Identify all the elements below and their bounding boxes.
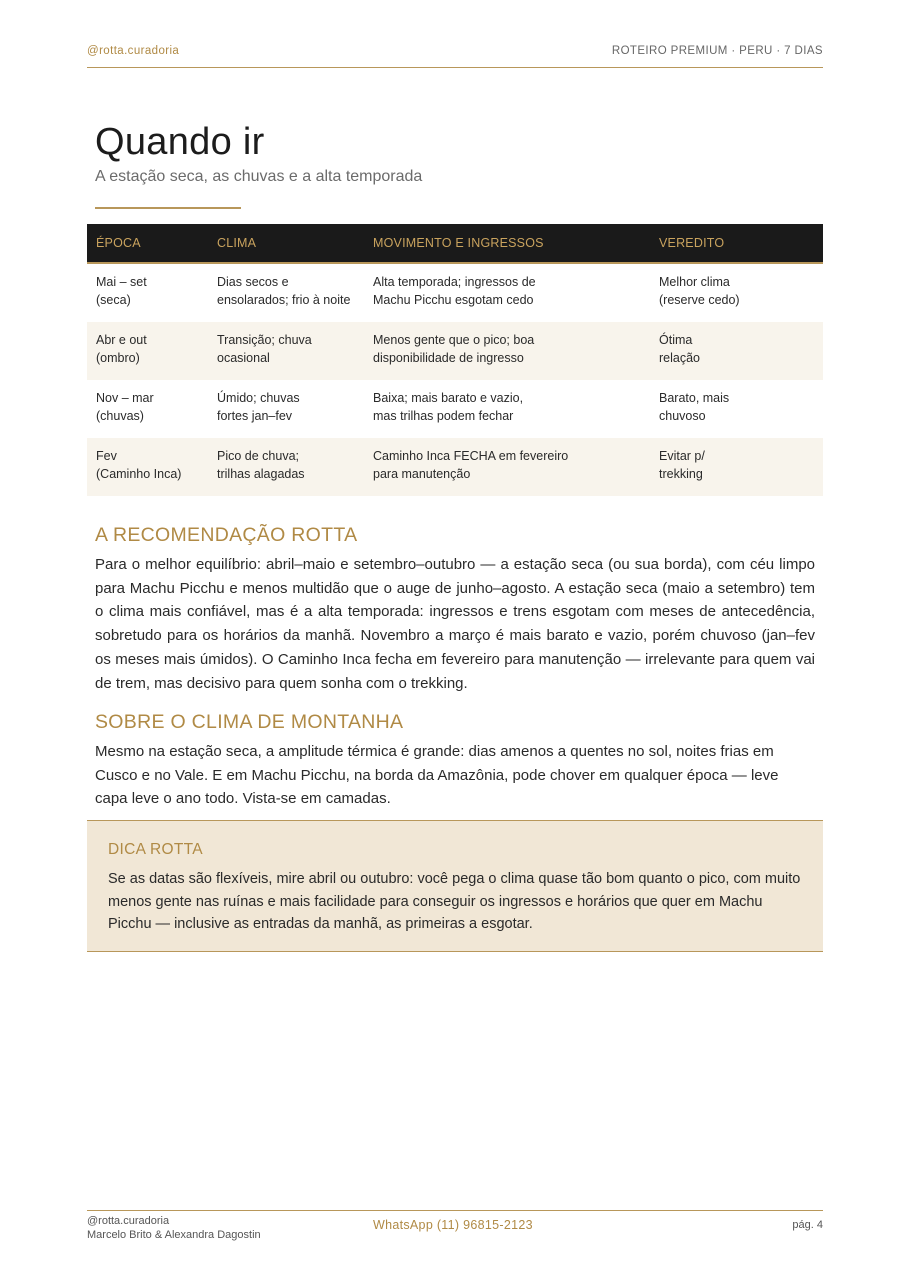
column-header-veredito: VEREDITO [659, 236, 725, 250]
header-doc-label: ROTEIRO PREMIUM · PERU · 7 DIAS [611, 45, 823, 57]
cell-line: (reserve cedo) [659, 293, 740, 307]
table-row [87, 438, 823, 496]
page-title: Quando ir [95, 121, 265, 163]
cell-line: (chuvas) [96, 409, 144, 423]
table-row [87, 263, 823, 322]
season-table [87, 224, 823, 496]
table-cell-movimento [364, 263, 650, 322]
recommendation-text: Para o melhor equilíbrio: abril–maio e setembro–outubro — a estação seca (ou sua borda), com céu limpo para Machu Picchu e menos multidão que o auge de junho–agosto. A estação seca (maio a setembro) tem o clima mais confiável, mas é a alta temporada: ingressos e trens esgotam com meses de antecedência, sobretudo para os horários da manhã. Novembro a março é mais barato e vazio, porém chuvoso (jan–fev os meses mais úmidos). O Caminho Inca fecha em fevereiro para manutenção — irrelevante para quem vai de trem, mas decisivo para quem sonha com o trekking. [95, 556, 815, 692]
table-cell-clima [208, 438, 364, 496]
column-header-movimento: MOVIMENTO E INGRESSOS [373, 236, 544, 250]
table-cell-movimento [364, 322, 650, 380]
cell-line: (ombro) [96, 351, 140, 365]
cell-line: Alta temporada; ingressos de [373, 275, 536, 289]
tip-title: DICA ROTTA [108, 841, 203, 858]
table-header-row [87, 224, 823, 263]
title-divider [95, 207, 241, 209]
title-block [95, 121, 422, 186]
cell-line: Fev [96, 449, 117, 463]
tip-text: Se as datas são flexíveis, mire abril ou outubro: você pega o clima quase tão bom quanto o pico, com muito menos gente nas ruínas e mais facilidade para conseguir os ingressos e horários que quer em Machu Picchu — inclusive as entradas da manhã, as primeiras a esgotar. [108, 871, 801, 932]
cell-line: Evitar p/ [659, 449, 705, 463]
page-footer [87, 1210, 823, 1241]
cell-line: Abr e out [96, 333, 147, 347]
cell-line: mas trilhas podem fechar [373, 409, 514, 423]
table-cell-veredito [650, 438, 823, 496]
cell-line: trilhas alagadas [217, 467, 305, 481]
page-header [87, 45, 823, 68]
cell-line: (Caminho Inca) [96, 467, 182, 481]
column-header-epoca: ÉPOCA [96, 236, 141, 250]
page-number: pág. 4 [792, 1219, 823, 1231]
cell-line: (seca) [96, 293, 131, 307]
footer-authors: Marcelo Brito & Alexandra Dagostin [87, 1229, 261, 1241]
cell-line: para manutenção [373, 467, 471, 481]
footer-credits [87, 1214, 261, 1242]
cell-line: Caminho Inca FECHA em fevereiro [373, 449, 569, 463]
cell-line: trekking [659, 467, 703, 481]
cell-line: Menos gente que o pico; boa [373, 333, 535, 347]
table-cell-clima [208, 322, 364, 380]
table-cell-clima [208, 380, 364, 438]
cell-line: Ótima [659, 333, 693, 347]
cell-line: Pico de chuva; [217, 449, 299, 463]
footer-brand: @rotta.curadoria [87, 1215, 170, 1227]
table-cell-epoca [87, 322, 208, 380]
cell-line: Melhor clima [659, 275, 730, 289]
footer-whatsapp: WhatsApp (11) 96815-2123 [373, 1218, 533, 1232]
table-row [87, 322, 823, 380]
cell-line: Baixa; mais barato e vazio, [373, 391, 524, 405]
table-cell-epoca [87, 380, 208, 438]
cell-line: fortes jan–fev [217, 409, 293, 423]
cell-line: Úmido; chuvas [217, 391, 300, 405]
tip-box [87, 820, 823, 952]
table-cell-epoca [87, 438, 208, 496]
column-header-clima: CLIMA [217, 236, 257, 250]
cell-line: Dias secos e [217, 275, 289, 289]
cell-line: Machu Picchu esgotam cedo [373, 293, 534, 307]
cell-line: relação [659, 351, 700, 365]
cell-line: ensolarados; frio à noite [217, 293, 351, 307]
header-brand: @rotta.curadoria [87, 45, 180, 57]
cell-line: Nov – mar [96, 391, 154, 405]
cell-line: ocasional [217, 351, 270, 365]
cell-line: Mai – set [96, 275, 147, 289]
mountain-climate-text: Mesmo na estação seca, a amplitude térmica é grande: dias amenos a quentes no sol, noites frias em Cusco e no Vale. E em Machu Picchu, na borda da Amazônia, pode chover em qualquer época — leve capa leve o ano todo. Vista-se em camadas. [95, 743, 779, 808]
cell-line: disponibilidade de ingresso [373, 351, 524, 365]
mountain-climate-section [95, 711, 815, 811]
cell-line: Barato, mais [659, 391, 730, 405]
mountain-climate-title: SOBRE O CLIMA DE MONTANHA [95, 711, 404, 733]
table-cell-veredito [650, 380, 823, 438]
recommendation-section [95, 524, 815, 695]
cell-line: Transição; chuva [217, 333, 312, 347]
table-cell-movimento [364, 438, 650, 496]
page-subtitle: A estação seca, as chuvas e a alta temporada [95, 168, 423, 185]
table-cell-veredito [650, 263, 823, 322]
table-cell-movimento [364, 380, 650, 438]
table-cell-veredito [650, 322, 823, 380]
cell-line: chuvoso [659, 409, 706, 423]
table-cell-clima [208, 263, 364, 322]
table-row [87, 380, 823, 438]
table-cell-epoca [87, 263, 208, 322]
recommendation-title: A RECOMENDAÇÃO ROTTA [95, 524, 358, 546]
